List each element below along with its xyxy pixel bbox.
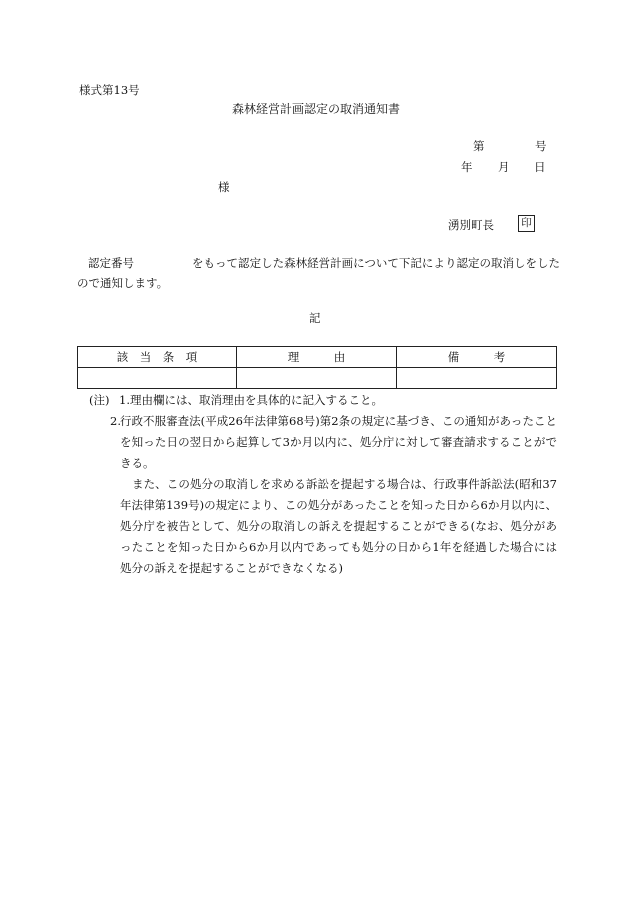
note-item [85, 411, 557, 474]
note-text: 行政不服審査法(平成26年法律第68号)第2条の規定に基づき、この通知があったことを知った日の翌日から起算して3か月以内に、処分庁に対して審査請求することができる。 [120, 414, 557, 470]
cell-applicable-clause [78, 368, 237, 389]
document-number-prefix: 第 [473, 139, 485, 153]
note-number: 2. [110, 414, 121, 428]
note-item [85, 390, 557, 411]
notes-prefix: (注) [89, 393, 110, 407]
addressee-honorific: 様 [218, 180, 230, 194]
note-paragraph: また、この処分の取消しを求める訴訟を提起する場合は、行政事件訴訟法(昭和37年法律第139号)の規定により、この処分があったことを知った日から6か月以内に、処分庁を被告として、処分の取消しの訴えを提起することができる(なお、処分があったことを知った日から6か月以内であっても処分の日から1年を経過した場合には処分の訴えを提起することができなくなる) [120, 477, 557, 575]
body-paragraph [77, 253, 560, 293]
date-month-label: 月 [498, 160, 510, 174]
issuer-name: 湧別町長 [448, 218, 494, 232]
notes-section [85, 390, 557, 579]
header-applicable-clause: 該 当 条 項 [78, 347, 237, 368]
header-remarks: 備 考 [397, 347, 557, 368]
header-reason: 理 由 [237, 347, 397, 368]
ki-heading: 記 [309, 311, 321, 325]
table-row [78, 368, 557, 389]
date-year-label: 年 [461, 160, 473, 174]
document-title: 森林経営計画認定の取消通知書 [232, 102, 401, 116]
certification-number-label: 認定番号 [88, 256, 135, 270]
document-number-suffix: 号 [535, 139, 547, 153]
cell-reason [237, 368, 397, 389]
body-text-main: をもって認定した森林経営計画について下記により認定の取消しをしたので通知します。 [77, 256, 560, 290]
cell-remarks [397, 368, 557, 389]
form-number: 様式第13号 [79, 83, 140, 97]
notice-table [77, 346, 557, 389]
date-day-label: 日 [534, 160, 546, 174]
note-text: 理由欄には、取消理由を具体的に記入すること。 [129, 393, 383, 407]
table-header-row [78, 347, 557, 368]
note-number: 1. [119, 393, 130, 407]
seal-stamp-box: 印 [518, 215, 535, 232]
